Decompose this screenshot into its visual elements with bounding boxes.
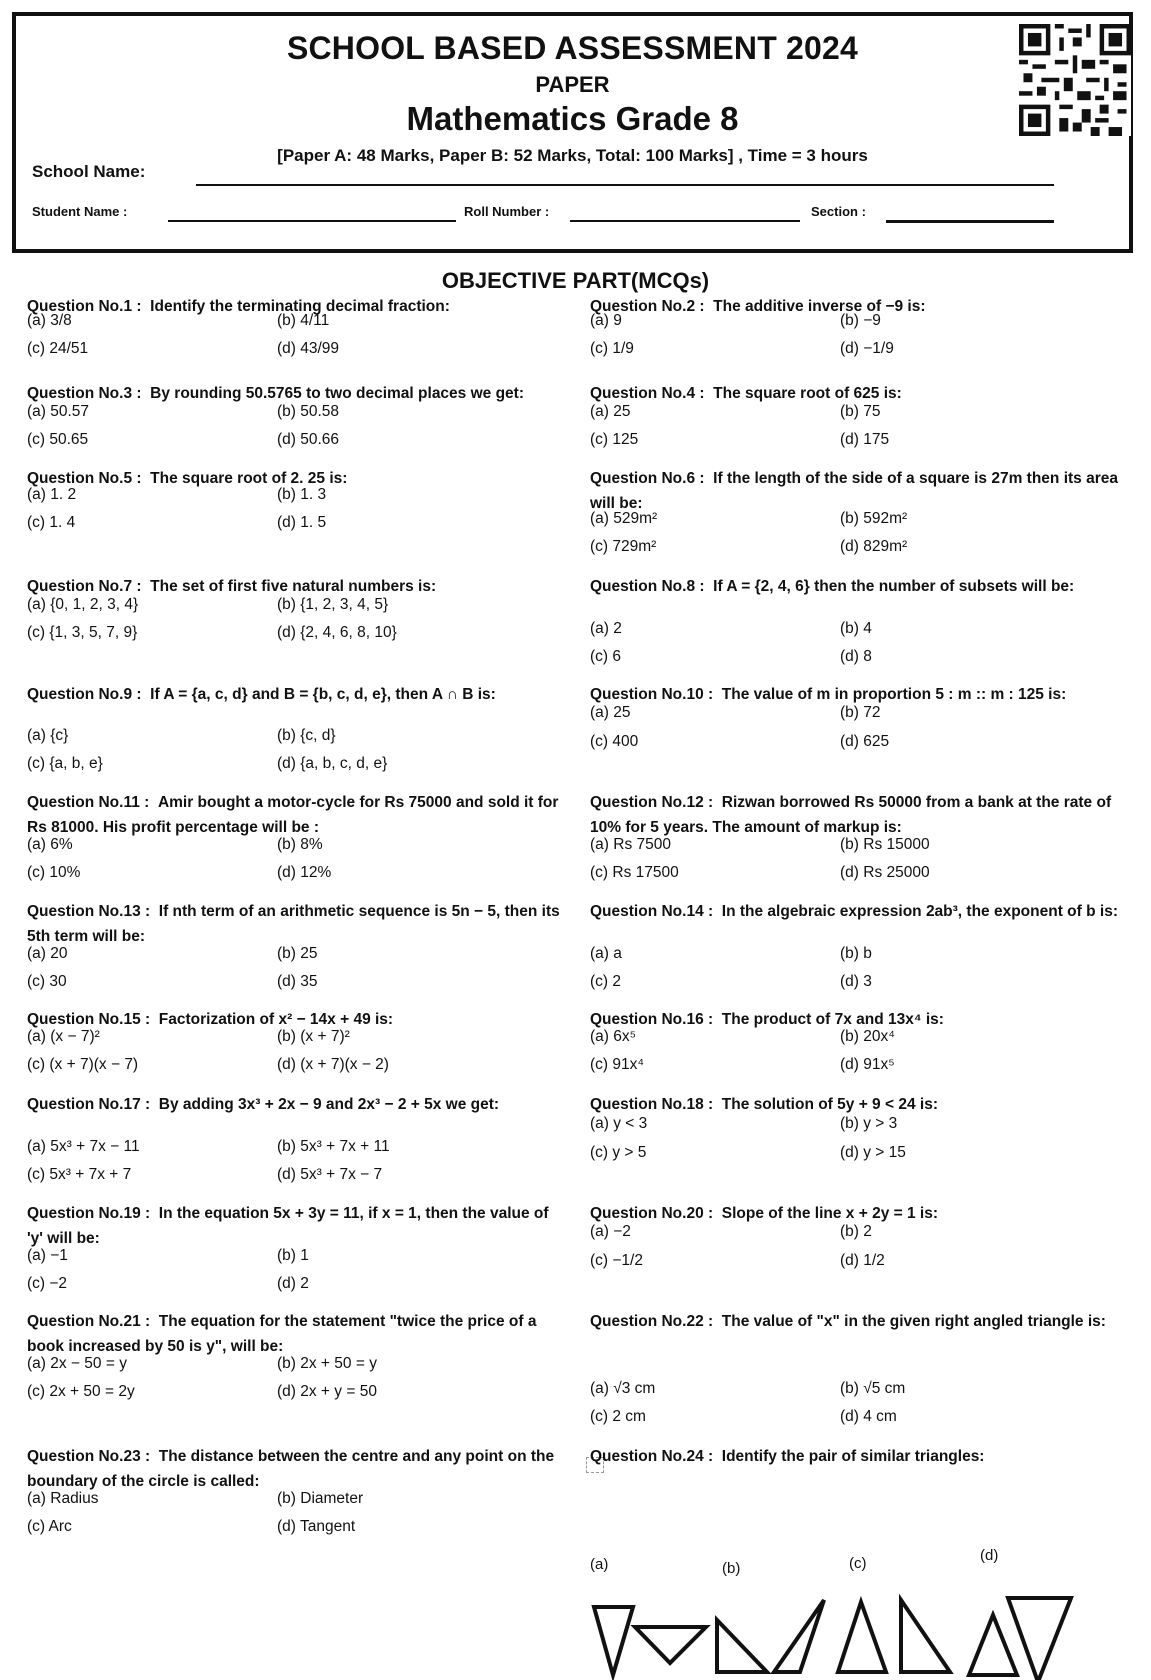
option-c[interactable]: (c) 5x³ + 7x + 7	[27, 1166, 132, 1183]
question-6	[590, 466, 1125, 516]
option-a[interactable]: (a)	[590, 1556, 609, 1573]
triangle-b1	[717, 1620, 767, 1672]
option-a[interactable]: (a) 5x³ + 7x − 11	[27, 1138, 140, 1155]
option-d[interactable]: (d) 91x⁵	[840, 1056, 895, 1073]
option-b[interactable]: (b) √5 cm	[840, 1380, 906, 1397]
question-8	[590, 574, 1125, 599]
option-a[interactable]: (a) Radius	[27, 1490, 99, 1507]
option-b[interactable]: (b) Diameter	[277, 1490, 364, 1507]
option-c[interactable]: (c)	[849, 1555, 867, 1572]
school-name-label: School Name:	[32, 162, 146, 181]
option-c[interactable]: (c) 1/9	[590, 340, 634, 357]
triangle-b2	[774, 1600, 824, 1672]
triangle-d1	[969, 1615, 1017, 1675]
roll-number-label: Roll Number :	[464, 204, 550, 219]
option-a[interactable]: (a) a	[590, 945, 622, 962]
option-d[interactable]: (d) 5x³ + 7x − 7	[277, 1166, 383, 1183]
option-a[interactable]: (a) 50.57	[27, 403, 90, 420]
student-name-field[interactable]	[168, 220, 456, 222]
question-text: The equation for the statement "twice the price of a book increased by 50 is y", will be:	[27, 1313, 537, 1355]
option-c[interactable]: (c) 30	[27, 973, 67, 990]
option-d[interactable]: (d) 3	[840, 973, 872, 990]
option-a[interactable]: (a) 3/8	[27, 312, 72, 329]
option-b[interactable]: (b) 1. 3	[277, 486, 327, 503]
option-c[interactable]: (c) {1, 3, 5, 7, 9}	[27, 624, 138, 641]
question-label: Question No.10 :	[590, 686, 714, 703]
question-text: The value of m in proportion 5 : m :: m : 125 is:	[721, 686, 1067, 703]
question-22	[590, 1309, 1125, 1334]
option-d[interactable]: (d) 4 cm	[840, 1408, 897, 1425]
option-d[interactable]: (d) Rs 25000	[840, 864, 930, 881]
school-name-field[interactable]	[196, 184, 1054, 186]
option-a[interactable]: (a) −2	[590, 1223, 631, 1240]
exam-title: SCHOOL BASED ASSESSMENT 2024	[286, 30, 859, 66]
question-text: Rizwan borrowed Rs 50000 from a bank at the rate of 10% for 5 years. The amount of markup is:	[590, 794, 1112, 836]
question-text: By rounding 50.5765 to two decimal places we get:	[150, 385, 524, 402]
option-b[interactable]: (b) 2x + 50 = y	[277, 1355, 377, 1372]
student-name-label: Student Name :	[32, 204, 128, 219]
option-a[interactable]: (a) 529m²	[590, 510, 658, 527]
option-a[interactable]: (a) 6%	[27, 836, 73, 853]
option-b[interactable]: (b) 50.58	[277, 403, 340, 420]
question-label: Question No.23 :	[27, 1448, 151, 1465]
option-d[interactable]: (d) 1/2	[840, 1252, 885, 1269]
question-label: Question No.16 :	[590, 1011, 714, 1028]
question-label: Question No.12 :	[590, 794, 714, 811]
triangle-a2	[635, 1627, 706, 1663]
option-c[interactable]: (c) 400	[590, 733, 639, 750]
option-b[interactable]: (b) b	[840, 945, 872, 962]
option-d[interactable]: (d) 8	[840, 648, 872, 665]
question-19	[27, 1201, 562, 1251]
question-9	[27, 682, 562, 707]
question-text: If the length of the side of a square is 27m then its area will be:	[590, 470, 1118, 512]
section-field[interactable]	[886, 220, 1054, 223]
option-b[interactable]: (b) 72	[840, 704, 881, 721]
option-b[interactable]: (b) 592m²	[840, 510, 908, 527]
subject-title: Mathematics Grade 8	[406, 100, 739, 137]
question-23	[27, 1444, 562, 1494]
qr-code-icon	[1019, 24, 1131, 136]
option-c[interactable]: (c) 729m²	[590, 538, 657, 555]
option-a[interactable]: (a) (x − 7)²	[27, 1028, 100, 1045]
option-d[interactable]: (d) 12%	[277, 864, 332, 881]
question-label: Question No.7 :	[27, 578, 142, 595]
option-d[interactable]: (d) 829m²	[840, 538, 908, 555]
option-c[interactable]: (c) 50.65	[27, 431, 89, 448]
question-text: Factorization of x² − 14x + 49 is:	[158, 1011, 394, 1028]
question-label: Question No.14 :	[590, 903, 714, 920]
marks-info: [Paper A: 48 Marks, Paper B: 52 Marks, Total: 100 Marks] , Time = 3 hours	[277, 146, 868, 165]
option-d[interactable]: (d) 50.66	[277, 431, 340, 448]
option-a[interactable]: (a) {0, 1, 2, 3, 4}	[27, 596, 139, 613]
question-text: Identify the terminating decimal fraction:	[150, 298, 450, 315]
option-c[interactable]: (c) 2 cm	[590, 1408, 646, 1425]
triangle-c2	[901, 1600, 950, 1672]
option-d[interactable]: (d) Tangent	[277, 1518, 356, 1535]
question-label: Question No.6 :	[590, 470, 705, 487]
option-a[interactable]: (a) 25	[590, 704, 631, 721]
question-label: Question No.3 :	[27, 385, 142, 402]
question-24	[590, 1444, 1125, 1469]
question-label: Question No.15 :	[27, 1011, 151, 1028]
section-label: Section :	[811, 204, 866, 219]
question-13	[27, 899, 562, 949]
option-a[interactable]: (a) 6x⁵	[590, 1028, 637, 1045]
option-b[interactable]: (b) {c, d}	[277, 727, 336, 744]
option-d[interactable]: (d) y > 15	[840, 1144, 906, 1161]
question-label: Question No.11 :	[27, 794, 150, 811]
question-text: Identify the pair of similar triangles:	[721, 1448, 985, 1465]
option-d[interactable]: (d) {a, b, c, d, e}	[277, 755, 388, 772]
option-c[interactable]: (c) 2	[590, 973, 621, 990]
question-label: Question No.20 :	[590, 1205, 714, 1222]
option-d[interactable]: (d) 35	[277, 973, 318, 990]
question-label: Question No.21 :	[27, 1313, 151, 1330]
question-text: If nth term of an arithmetic sequence is 5n − 5, then its 5th term will be:	[27, 903, 560, 945]
question-label: Question No.4 :	[590, 385, 705, 402]
option-c[interactable]: (c) (x + 7)(x − 7)	[27, 1056, 139, 1073]
question-label: Question No.8 :	[590, 578, 705, 595]
option-d[interactable]: (d) 175	[840, 431, 890, 448]
option-b[interactable]: (b) y > 3	[840, 1115, 898, 1132]
question-11	[27, 790, 562, 840]
question-label: Question No.24 :	[590, 1448, 714, 1465]
option-b[interactable]: (b) 4/11	[277, 312, 330, 329]
option-a[interactable]: (a) 25	[590, 403, 631, 420]
question-text: The distance between the centre and any point on the boundary of the circle is called:	[27, 1448, 555, 1490]
option-b[interactable]: (b) 25	[277, 945, 318, 962]
question-text: If A = {2, 4, 6} then the number of subsets will be:	[713, 578, 1075, 595]
option-c[interactable]: (c) 10%	[27, 864, 81, 881]
option-b[interactable]: (b) 1	[277, 1247, 309, 1264]
paper-label: PAPER	[535, 72, 610, 97]
question-label: Question No.5 :	[27, 470, 142, 487]
option-c[interactable]: (c) −2	[27, 1275, 68, 1292]
option-c[interactable]: (c) y > 5	[590, 1144, 647, 1161]
question-text: By adding 3x³ + 2x − 9 and 2x³ − 2 + 5x we get:	[158, 1096, 500, 1113]
question-text: If A = {a, c, d} and B = {b, c, d, e}, then A ∩ B is:	[150, 686, 496, 703]
option-c[interactable]: (c) Arc	[27, 1518, 72, 1535]
roll-number-field[interactable]	[570, 220, 800, 222]
option-a[interactable]: (a) {c}	[27, 727, 69, 744]
question-label: Question No.2 :	[590, 298, 705, 315]
question-text: The additive inverse of −9 is:	[713, 298, 926, 315]
option-a[interactable]: (a) 9	[590, 312, 622, 329]
option-b[interactable]: (b) −9	[840, 312, 881, 329]
header-box	[12, 12, 1133, 253]
option-b[interactable]: (b) Rs 15000	[840, 836, 930, 853]
question-label: Question No.18 :	[590, 1096, 714, 1113]
question-text: In the equation 5x + 3y = 11, if x = 1, then the value of 'y' will be:	[27, 1205, 549, 1247]
option-d[interactable]: (d) {2, 4, 6, 8, 10}	[277, 624, 397, 641]
option-a[interactable]: (a) 1. 2	[27, 486, 77, 503]
option-c[interactable]: (c) −1/2	[590, 1252, 643, 1269]
option-b[interactable]: (b) 75	[840, 403, 881, 420]
question-21	[27, 1309, 562, 1359]
question-label: Question No.13 :	[27, 903, 151, 920]
question-text: In the algebraic expression 2ab³, the exponent of b is:	[721, 903, 1118, 920]
question-text: The square root of 2. 25 is:	[150, 470, 348, 487]
option-c[interactable]: (c) 1. 4	[27, 514, 76, 531]
option-a[interactable]: (a) 2x − 50 = y	[27, 1355, 127, 1372]
option-c[interactable]: (c) 91x⁴	[590, 1056, 645, 1073]
question-text: The product of 7x and 13x⁴ is:	[721, 1011, 944, 1028]
option-b[interactable]: (b) 8%	[277, 836, 323, 853]
option-c[interactable]: (c) 6	[590, 648, 621, 665]
question-text: Amir bought a motor-cycle for Rs 75000 and sold it for Rs 81000. His profit percentage will be :	[27, 794, 559, 836]
option-b[interactable]: (b) 4	[840, 620, 872, 637]
section-title: OBJECTIVE PART(MCQs)	[441, 268, 710, 293]
question-text: The set of first five natural numbers is:	[150, 578, 437, 595]
option-b[interactable]: (b)	[722, 1560, 741, 1577]
option-a[interactable]: (a) y < 3	[590, 1115, 648, 1132]
question-text: The square root of 625 is:	[713, 385, 902, 402]
option-b[interactable]: (b) (x + 7)²	[277, 1028, 350, 1045]
option-c[interactable]: (c) Rs 17500	[590, 864, 679, 881]
triangle-c1	[838, 1602, 886, 1672]
question-text: Slope of the line x + 2y = 1 is:	[721, 1205, 938, 1222]
option-a[interactable]: (a) 20	[27, 945, 68, 962]
option-d[interactable]: (d) −1/9	[840, 340, 894, 357]
question-text: The value of "x" in the given right angled triangle is:	[721, 1313, 1106, 1330]
question-text: The solution of 5y + 9 < 24 is:	[721, 1096, 938, 1113]
similar-triangles-figure	[580, 1580, 1151, 1680]
option-c[interactable]: (c) {a, b, e}	[27, 755, 103, 772]
option-a[interactable]: (a) √3 cm	[590, 1380, 656, 1397]
option-a[interactable]: (a) 2	[590, 620, 622, 637]
question-label: Question No.19 :	[27, 1205, 151, 1222]
question-label: Question No.17 :	[27, 1096, 151, 1113]
option-d[interactable]: (d) 625	[840, 733, 890, 750]
option-b[interactable]: (b) 2	[840, 1223, 872, 1240]
option-b[interactable]: (b) {1, 2, 3, 4, 5}	[277, 596, 389, 613]
question-label: Question No.9 :	[27, 686, 142, 703]
question-18	[590, 1092, 1125, 1117]
option-c[interactable]: (c) 2x + 50 = 2y	[27, 1383, 135, 1400]
option-d[interactable]: (d) 1. 5	[277, 514, 327, 531]
question-14	[590, 899, 1125, 924]
question-17	[27, 1092, 562, 1117]
option-b[interactable]: (b) 5x³ + 7x + 11	[277, 1138, 390, 1155]
option-a[interactable]: (a) Rs 7500	[590, 836, 671, 853]
triangle-a1	[594, 1607, 633, 1675]
option-d[interactable]: (d)	[980, 1547, 999, 1564]
question-12	[590, 790, 1125, 840]
option-c[interactable]: (c) 24/51	[27, 340, 89, 357]
question-label: Question No.1 :	[27, 298, 142, 315]
option-d[interactable]: (d) 2	[277, 1275, 309, 1292]
option-a[interactable]: (a) −1	[27, 1247, 68, 1264]
option-d[interactable]: (d) 2x + y = 50	[277, 1383, 377, 1400]
option-d[interactable]: (d) 43/99	[277, 340, 340, 357]
option-d[interactable]: (d) (x + 7)(x − 2)	[277, 1056, 389, 1073]
triangle-d2	[1008, 1598, 1071, 1680]
question-label: Question No.22 :	[590, 1313, 714, 1330]
option-b[interactable]: (b) 20x⁴	[840, 1028, 895, 1045]
option-c[interactable]: (c) 125	[590, 431, 639, 448]
